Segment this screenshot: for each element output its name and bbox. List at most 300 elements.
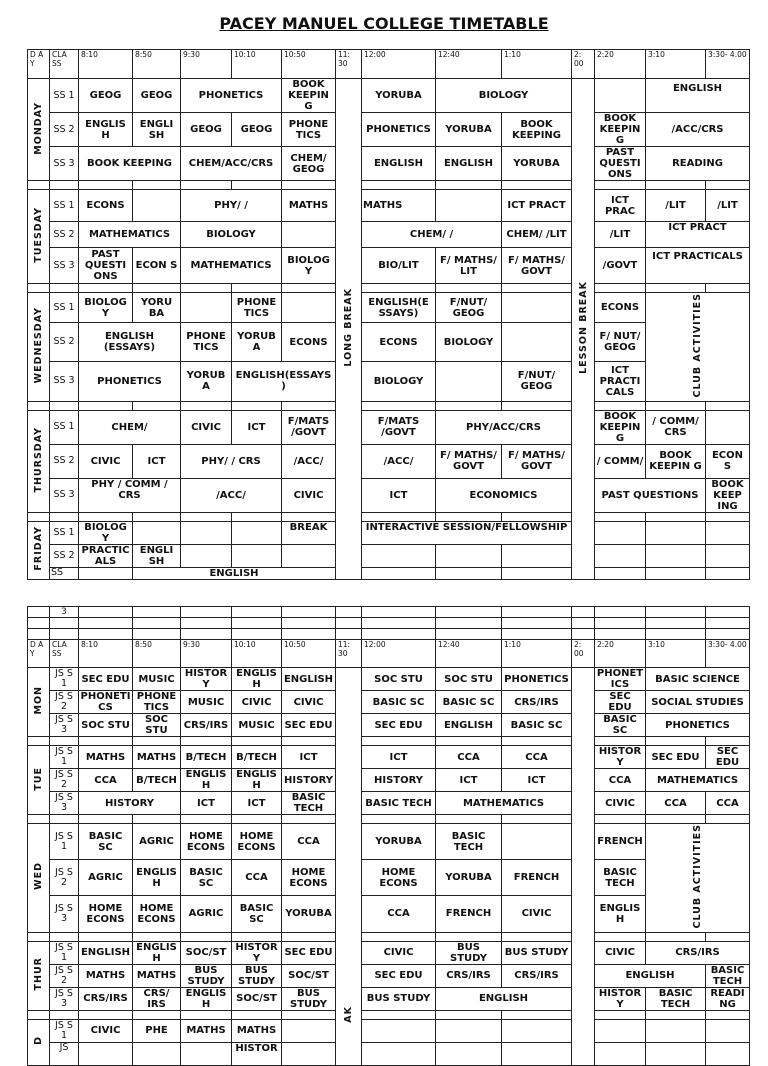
lesson-cell: PHONETI CS	[79, 691, 133, 714]
lesson-cell: MATHEMATICS	[646, 769, 750, 792]
lesson-cell: BASIC SC	[436, 691, 502, 714]
lesson-cell: CRS/IRS	[646, 941, 750, 964]
lesson-cell: ENGLIS H	[595, 896, 646, 932]
lesson-cell: BUS STUDY	[232, 964, 282, 987]
lesson-cell: CIVIC	[362, 941, 436, 964]
class-cell: SS 2	[50, 444, 79, 478]
table-row	[28, 444, 750, 478]
lesson-cell: GEOG	[181, 113, 232, 147]
time-header: 3:30- 4.00	[706, 640, 750, 668]
lesson-cell: /GOVT	[595, 248, 646, 284]
lesson-cell	[595, 521, 646, 544]
lesson-cell: PHY / COMM / CRS	[79, 478, 181, 512]
lesson-cell: MUSIC	[181, 691, 232, 714]
lesson-cell: CHEM/ACC/CRS	[181, 147, 282, 181]
lesson-cell: BUS STUDY	[502, 941, 572, 964]
lesson-cell: FRENCH	[502, 860, 572, 896]
lesson-cell: ENGLISH	[436, 987, 572, 1010]
lesson-cell: AGRIC	[181, 896, 232, 932]
lesson-cell: BIOLOG Y	[79, 521, 133, 544]
table-row	[28, 792, 750, 815]
lesson-cell: ICT PRAC	[595, 190, 646, 222]
long-break-column: LONG BREAK	[336, 79, 362, 580]
day-cell: THUR	[28, 941, 50, 1010]
lesson-cell: CIVIC	[232, 691, 282, 714]
day-cell: D	[28, 1019, 50, 1065]
time-header: 8:50	[133, 640, 181, 668]
lesson-break-column	[572, 668, 595, 1066]
lesson-cell	[436, 190, 502, 222]
lesson-cell: ICT	[282, 746, 336, 769]
lesson-cell: BASIC TECH	[282, 792, 336, 815]
table-row	[28, 222, 750, 248]
club-activities-cell: CLUB ACTIVITIES	[646, 824, 750, 933]
lesson-cell: AGRIC	[79, 860, 133, 896]
table-row	[28, 860, 750, 896]
day-header: D A Y	[28, 50, 50, 79]
lesson-cell: SEC EDU	[79, 668, 133, 691]
time-header: 8:50	[133, 50, 181, 79]
lesson-cell	[595, 79, 646, 113]
table-row	[28, 362, 750, 401]
lesson-cell	[595, 567, 646, 579]
class-header: CLA SS	[50, 640, 79, 668]
lesson-cell: HOME ECONS	[362, 860, 436, 896]
lesson-cell: /ACC/CRS	[646, 113, 750, 147]
lesson-cell: PAST QUESTI ONS	[595, 147, 646, 181]
lesson-cell	[646, 1042, 706, 1065]
lesson-cell: SOCIAL STUDIES	[646, 691, 750, 714]
class-cell: SS 2	[50, 113, 79, 147]
spacer-row	[28, 401, 750, 410]
lesson-cell: ECONS	[595, 293, 646, 323]
lesson-cell: MATHS	[133, 964, 181, 987]
lesson-cell	[502, 567, 572, 579]
lesson-cell: YORUB A	[181, 362, 232, 401]
lesson-cell: SEC EDU	[706, 746, 750, 769]
lesson-cell: ICT PRACTICALS	[646, 248, 750, 284]
lesson-cell: SEC EDU	[595, 691, 646, 714]
lesson-cell	[232, 521, 282, 544]
lesson-cell: ENGLISH (ESSAYS)	[79, 323, 181, 362]
lesson-cell: CCA	[79, 769, 133, 792]
time-header: 12:00	[362, 50, 436, 79]
lesson-cell: PHY/ACC/CRS	[436, 410, 572, 444]
time-header: 1:10	[502, 640, 572, 668]
lesson-cell: CRS/IRS	[436, 964, 502, 987]
lesson-cell: ENGLIS H	[133, 941, 181, 964]
spacer-row	[28, 815, 750, 824]
table-row	[28, 567, 750, 579]
lesson-cell: PRACTIC ALS	[79, 544, 133, 567]
lesson-cell: /ACC/	[181, 478, 282, 512]
lesson-cell: BUS STUDY	[362, 987, 436, 1010]
lesson-cell: PAST QUESTIONS	[595, 478, 706, 512]
lesson-cell: YORUBA	[502, 147, 572, 181]
spacer-row	[28, 284, 750, 293]
class-cell: SS 1	[50, 190, 79, 222]
day-header: D A Y	[28, 640, 50, 668]
class-cell: SS 2	[50, 544, 79, 567]
lesson-cell: ENGLISH	[595, 964, 706, 987]
lesson-cell: HISTORY	[282, 769, 336, 792]
table-row	[28, 147, 750, 181]
lesson-cell: BIOLOG Y	[282, 248, 336, 284]
class-cell: JS S 3	[50, 792, 79, 815]
lesson-cell: HOME ECONS	[133, 896, 181, 932]
lesson-cell: CIVIC	[595, 941, 646, 964]
class-cell: SS 3	[50, 478, 79, 512]
time-header: 3:10	[646, 640, 706, 668]
lesson-cell: SOC STU	[362, 668, 436, 691]
lesson-cell: BASIC TECH	[706, 964, 750, 987]
table-row	[28, 769, 750, 792]
lesson-cell: PAST QUESTI ONS	[79, 248, 133, 284]
lesson-cell	[181, 293, 232, 323]
lesson-cell: BASIC TECH	[362, 792, 436, 815]
time-header: 10:50	[282, 640, 336, 668]
lesson-cell	[79, 1042, 133, 1065]
lesson-cell: CRS/IRS	[79, 987, 133, 1010]
lesson-cell	[232, 544, 282, 567]
time-header: 1:10	[502, 50, 572, 79]
senior-timetable	[27, 49, 750, 580]
lesson-cell: BOOK KEEPING	[502, 113, 572, 147]
table-row	[28, 410, 750, 444]
lesson-cell: READI NG	[706, 987, 750, 1010]
table-row	[28, 668, 750, 691]
lesson-cell: BIO/LIT	[362, 248, 436, 284]
lesson-cell: ENGLIS H	[181, 769, 232, 792]
lesson-cell: CCA	[232, 860, 282, 896]
day-cell: WEDNESDAY	[28, 293, 50, 402]
time-header: 11: 30	[336, 640, 362, 668]
lesson-cell: PHONETICS	[362, 113, 436, 147]
lesson-cell	[595, 544, 646, 567]
lesson-cell: MATHS	[181, 1019, 232, 1042]
lesson-cell: YORUB A	[232, 323, 282, 362]
lesson-cell	[706, 544, 750, 567]
lesson-cell: YORUBA	[282, 896, 336, 932]
class-cell: SS 2	[50, 222, 79, 248]
lesson-cell: PHONE TICS	[232, 293, 282, 323]
table-row	[28, 607, 750, 618]
lesson-cell: B/TECH	[232, 746, 282, 769]
header-row	[28, 640, 750, 668]
lesson-break-column: LESSON BREAK	[572, 79, 595, 580]
lesson-cell: AGRIC	[133, 824, 181, 860]
lesson-cell: MATHS	[133, 746, 181, 769]
lesson-cell: MATHS	[79, 746, 133, 769]
long-break-column: AK	[336, 668, 362, 1066]
lesson-cell: MATHS	[282, 190, 336, 222]
lesson-cell: /LIT	[595, 222, 646, 248]
table-row	[28, 987, 750, 1010]
lesson-cell	[502, 1019, 572, 1042]
lesson-cell: PHE	[133, 1019, 181, 1042]
class-cell: SS 1	[50, 79, 79, 113]
lesson-cell: CIVIC	[282, 691, 336, 714]
class-cell: JS S 1	[50, 1019, 79, 1042]
lesson-cell	[282, 544, 336, 567]
lesson-cell: HISTORY	[362, 769, 436, 792]
lesson-cell: BOOK KEEP ING	[706, 478, 750, 512]
time-header: 9:30	[181, 50, 232, 79]
lesson-cell: ENGLISH	[282, 668, 336, 691]
lesson-cell: ENGLI SH	[133, 113, 181, 147]
lesson-cell: PHONE TICS	[133, 691, 181, 714]
lesson-cell: MATHS	[362, 190, 436, 222]
lesson-cell: ENGLISH	[79, 941, 133, 964]
class-cell: JS S 1	[50, 941, 79, 964]
time-header: 12:00	[362, 640, 436, 668]
lesson-cell: BIOLOGY	[436, 79, 572, 113]
lesson-cell: YORUBA	[436, 860, 502, 896]
lesson-cell: SOC/ST	[232, 987, 282, 1010]
class-cell: JS S 2	[50, 860, 79, 896]
lesson-cell: BIOLOGY	[362, 362, 436, 401]
lesson-cell: F/MATS /GOVT	[282, 410, 336, 444]
lesson-cell: ENGLIS H	[181, 987, 232, 1010]
table-row	[28, 113, 750, 147]
table-row	[28, 190, 750, 222]
lesson-cell	[595, 1019, 646, 1042]
spacer-row	[28, 181, 750, 190]
class-cell: SS 1	[50, 293, 79, 323]
lesson-cell: BASIC SC	[595, 714, 646, 737]
lesson-cell: BOOK KEEPIN G	[595, 113, 646, 147]
lesson-cell	[436, 362, 502, 401]
lesson-cell: PHONETICS	[79, 362, 181, 401]
lesson-cell: CIVIC	[79, 1019, 133, 1042]
lesson-cell: ENGLIS H	[232, 668, 282, 691]
lesson-cell: ENGLISH	[436, 714, 502, 737]
lesson-cell	[181, 544, 232, 567]
lesson-cell: CIVIC	[595, 792, 646, 815]
lesson-cell: PHONE TICS	[181, 323, 232, 362]
table-row	[28, 248, 750, 284]
lesson-cell: HISTOR Y	[181, 668, 232, 691]
time-header: 12:40	[436, 50, 502, 79]
lesson-cell: MATHEMATICS	[79, 222, 181, 248]
time-header: 10:10	[232, 50, 282, 79]
lesson-cell	[436, 567, 502, 579]
spacer-row	[28, 932, 750, 941]
lesson-cell	[133, 521, 181, 544]
lesson-cell: PHONETICS	[181, 79, 282, 113]
lesson-cell: CCA	[502, 746, 572, 769]
spacer-row	[28, 512, 750, 521]
lesson-cell: CCA	[706, 792, 750, 815]
time-header: 2:20	[595, 50, 646, 79]
lesson-cell: ICT	[232, 410, 282, 444]
lesson-cell: SOC/ST	[181, 941, 232, 964]
lesson-cell: ICT	[181, 792, 232, 815]
time-header: 2: 00	[572, 640, 595, 668]
lesson-cell	[646, 521, 706, 544]
lesson-cell: CCA	[646, 792, 706, 815]
lesson-cell: SEC EDU	[646, 746, 706, 769]
lesson-cell: F/ MATHS/ GOVT	[436, 444, 502, 478]
lesson-cell: /LIT	[646, 190, 706, 222]
lesson-cell: CCA	[595, 769, 646, 792]
lesson-cell	[646, 567, 706, 579]
lesson-cell	[282, 222, 336, 248]
lesson-cell: SEC EDU	[282, 941, 336, 964]
lesson-cell	[646, 1019, 706, 1042]
lesson-cell: PHONE TICS	[282, 113, 336, 147]
lesson-cell: BREAK	[282, 521, 336, 544]
class-cell: JS S 3	[50, 714, 79, 737]
class-cell: JS S 1	[50, 668, 79, 691]
lesson-cell	[362, 1019, 436, 1042]
class-cell: SS	[50, 567, 79, 579]
table-row	[28, 323, 750, 362]
lesson-cell	[706, 410, 750, 444]
lesson-cell: READING	[646, 147, 750, 181]
lesson-cell: HOME ECONS	[181, 824, 232, 860]
lesson-cell	[436, 544, 502, 567]
lesson-cell: CIVIC	[181, 410, 232, 444]
lesson-cell: HOME ECONS	[79, 896, 133, 932]
lesson-cell: CRS/IRS	[502, 691, 572, 714]
spacer-row	[28, 618, 750, 629]
lesson-cell: F/ NUT/ GEOG	[595, 323, 646, 362]
lesson-cell: GEOG	[232, 113, 282, 147]
lesson-cell: ICT	[362, 746, 436, 769]
class-cell: 3	[50, 607, 79, 618]
lesson-cell: SOC/ST	[282, 964, 336, 987]
lesson-cell: INTERACTIVE SESSION/FELLOWSHIP	[362, 521, 572, 544]
time-header: 10:10	[232, 640, 282, 668]
lesson-cell: SOC STU	[436, 668, 502, 691]
lesson-cell: BUS STUDY	[181, 964, 232, 987]
lesson-cell: ECON S	[706, 444, 750, 478]
day-cell: FRIDAY	[28, 521, 50, 579]
lesson-cell: ENGLISH	[133, 567, 336, 579]
lesson-cell: ENGLISH(E SSAYS)	[362, 293, 436, 323]
lesson-cell: ENGLIS H	[133, 860, 181, 896]
lesson-cell: FRENCH	[595, 824, 646, 860]
table-row	[28, 714, 750, 737]
lesson-cell: ICT PRACT	[502, 190, 572, 222]
lesson-cell: PHONETICS	[502, 668, 572, 691]
lesson-cell: SEC EDU	[282, 714, 336, 737]
table-row	[28, 521, 750, 544]
class-cell: SS 3	[50, 362, 79, 401]
lesson-cell: BIOLOG Y	[79, 293, 133, 323]
lesson-cell: BOOK KEEPIN G	[646, 444, 706, 478]
lesson-cell: HISTOR	[232, 1042, 282, 1065]
lesson-cell	[502, 544, 572, 567]
lesson-cell	[133, 190, 181, 222]
table-row	[28, 691, 750, 714]
table-row	[28, 824, 750, 860]
lesson-cell: ECON S	[133, 248, 181, 284]
table-row	[28, 1042, 750, 1065]
lesson-cell	[502, 1042, 572, 1065]
lesson-cell	[362, 567, 436, 579]
lesson-cell: MUSIC	[133, 668, 181, 691]
time-header: 3:30- 4.00	[706, 50, 750, 79]
lesson-cell: ENGLISH	[646, 79, 750, 113]
lesson-cell: GEOG	[79, 79, 133, 113]
class-cell: SS 1	[50, 410, 79, 444]
lesson-cell: BIOLOGY	[436, 323, 502, 362]
lesson-cell: CHEM/ /LIT	[502, 222, 572, 248]
lesson-cell: HISTOR Y	[232, 941, 282, 964]
lesson-cell: CCA	[282, 824, 336, 860]
day-cell: MONDAY	[28, 79, 50, 181]
lesson-cell: F/NUT/ GEOG	[436, 293, 502, 323]
lesson-cell: BASIC SC	[232, 896, 282, 932]
lesson-cell	[706, 1042, 750, 1065]
lesson-cell	[282, 1042, 336, 1065]
lesson-cell: CHEM/	[79, 410, 181, 444]
day-cell: WED	[28, 824, 50, 933]
lesson-cell: YORUBA	[436, 113, 502, 147]
club-activities-cell: CLUB ACTIVITIES	[646, 293, 750, 402]
lesson-cell: ENGLISH	[436, 147, 502, 181]
lesson-cell	[706, 567, 750, 579]
lesson-cell: CIVIC	[502, 896, 572, 932]
time-header: 9:30	[181, 640, 232, 668]
table-row	[28, 896, 750, 932]
lesson-cell: /LIT	[706, 190, 750, 222]
lesson-cell: HOME ECONS	[282, 860, 336, 896]
lesson-cell: HISTORY	[79, 792, 181, 815]
lesson-cell: GEOG	[133, 79, 181, 113]
class-cell: JS S 2	[50, 769, 79, 792]
lesson-cell: CRS/IRS	[181, 714, 232, 737]
lesson-cell: CRS/ IRS	[133, 987, 181, 1010]
lesson-cell: MATHEMATICS	[181, 248, 282, 284]
lesson-cell: ECONS	[79, 190, 133, 222]
lesson-cell: MATHS	[79, 964, 133, 987]
lesson-cell: MATHS	[232, 1019, 282, 1042]
spacer-row	[28, 629, 750, 640]
lesson-cell: ENGLISH(ESSAYS )	[232, 362, 336, 401]
table-row	[28, 746, 750, 769]
table-row	[28, 941, 750, 964]
class-cell: SS 2	[50, 323, 79, 362]
class-header: CLA SS	[50, 50, 79, 79]
lesson-cell: YORUBA	[362, 79, 436, 113]
time-header: 8:10	[79, 640, 133, 668]
class-cell: JS S 3	[50, 987, 79, 1010]
lesson-cell: CIVIC	[79, 444, 133, 478]
table-row	[28, 79, 750, 113]
lesson-cell: PHONETICS	[646, 714, 750, 737]
lesson-cell: SEC EDU	[362, 714, 436, 737]
lesson-cell: ICT	[362, 478, 436, 512]
lesson-cell: CCA	[362, 896, 436, 932]
lesson-cell: BASIC TECH	[595, 860, 646, 896]
class-cell: SS 1	[50, 521, 79, 544]
lesson-cell	[595, 1042, 646, 1065]
class-cell: SS 3	[50, 248, 79, 284]
lesson-cell: MATHEMATICS	[436, 792, 572, 815]
lesson-cell: BOOK KEEPIN G	[282, 79, 336, 113]
lesson-cell: ECONS	[282, 323, 336, 362]
lesson-cell: CHEM/ /	[362, 222, 502, 248]
lesson-cell	[436, 1019, 502, 1042]
lesson-cell: ENGLI SH	[133, 544, 181, 567]
lesson-cell: BASIC SC	[181, 860, 232, 896]
lesson-cell: BUS STUDY	[282, 987, 336, 1010]
lesson-cell: MUSIC	[232, 714, 282, 737]
table-row	[28, 1019, 750, 1042]
